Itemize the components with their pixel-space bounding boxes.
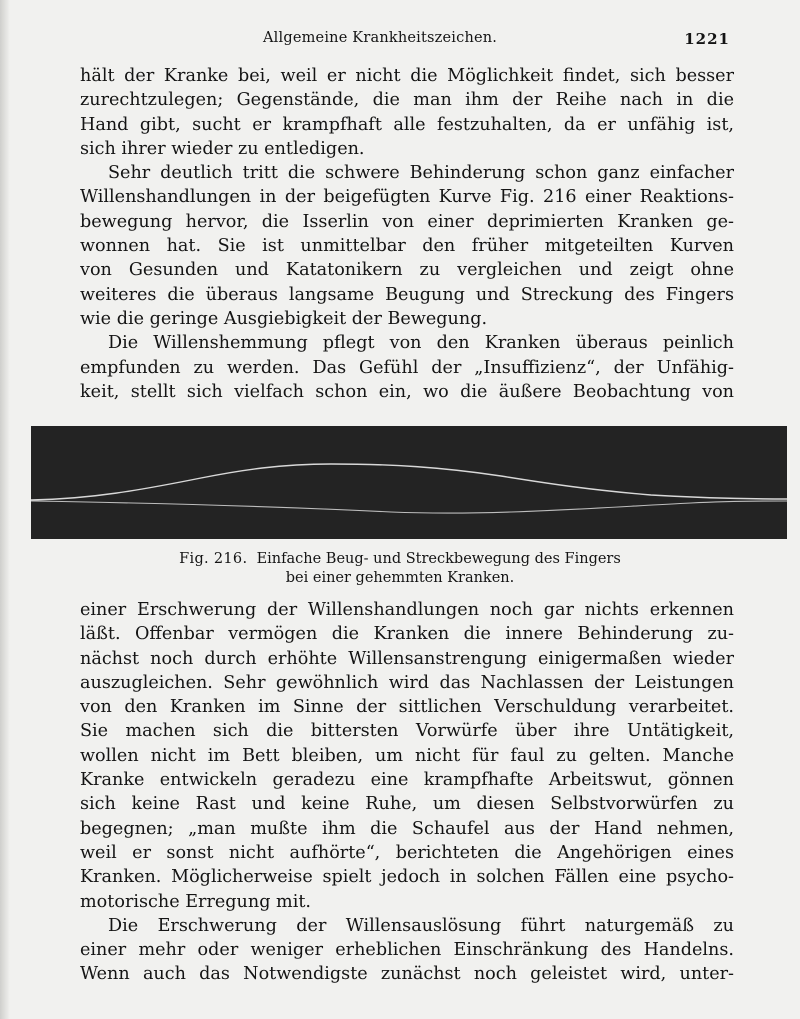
text-line: einer mehr oder weniger erheblichen Einschränkung des Handelns. — [80, 940, 734, 961]
text-line: bewegung hervor, die Isserlin von einer deprimierten Kranken ge- — [80, 211, 734, 232]
text-line: begegnen; „man mußte ihm die Schaufel aus der Hand nehmen, — [80, 818, 734, 839]
text-line: läßt. Offenbar vermögen die Kranken die innere Behinderung zu- — [80, 624, 734, 645]
body-text-bottom — [80, 598, 734, 987]
text-line: motorische Erregung mit. — [80, 891, 312, 912]
text-line: wonnen hat. Sie ist unmittelbar den früher mitgeteilten Kurven — [80, 236, 734, 257]
figure-caption — [0, 550, 800, 588]
text-line: nächst noch durch erhöhte Willensanstrengung einigermaßen wieder — [80, 648, 734, 669]
caption-text-1: Einfache Beug- und Streckbewegung des Fingers — [256, 551, 621, 567]
text-line: zurechtzulegen; Gegenstände, die man ihm der Reihe nach in die — [80, 90, 734, 111]
text-line: von den Kranken im Sinne der sittlichen Verschuldung verarbeitet. — [80, 697, 734, 718]
text-line: Die Willenshemmung pflegt von den Kranken überaus peinlich — [108, 333, 734, 354]
text-line: wollen nicht im Bett bleiben, um nicht für faul zu gelten. Manche — [80, 745, 734, 766]
text-line: empfunden zu werden. Das Gefühl der „Insuffizienz“, der Unfähig- — [80, 357, 734, 378]
figure-216-kymograph-curve — [31, 426, 787, 539]
movement-curve-graphic — [31, 426, 787, 539]
text-line: Hand gibt, sucht er krampfhaft alle festzuhalten, da er unfähig ist, — [80, 114, 734, 135]
running-head — [0, 30, 800, 52]
text-line: Sehr deutlich tritt die schwere Behinderung schon ganz einfacher — [108, 163, 734, 184]
text-line: hält der Kranke bei, weil er nicht die Möglichkeit findet, sich besser — [80, 66, 734, 86]
text-line: sich ihrer wieder zu entledigen. — [80, 138, 365, 159]
caption-text-2: bei einer gehemmten Kranken. — [285, 570, 515, 586]
text-line: von Gesunden und Katatonikern zu vergleichen und zeigt ohne — [80, 260, 734, 281]
text-line: Die Erschwerung der Willensauslösung führt naturgemäß zu — [108, 915, 734, 936]
text-line: Sie machen sich die bittersten Vorwürfe über ihre Untätigkeit, — [80, 721, 734, 742]
figure-background — [31, 426, 787, 539]
caption-label: Fig. 216. — [179, 551, 248, 567]
text-line: Kranke entwickeln geradezu eine krampfhafte Arbeitswut, gönnen — [80, 770, 734, 791]
text-line: Willenshandlungen in der beigefügten Kurve Fig. 216 einer Reaktions- — [80, 187, 734, 208]
text-line: weil er sonst nicht aufhörte“, berichteten die Angehörigen eines — [80, 842, 734, 863]
page-number: 1221 — [684, 30, 730, 48]
body-text-top — [80, 64, 734, 404]
caption-line-1 — [0, 550, 800, 569]
text-line: einer Erschwerung der Willenshandlungen noch gar nichts erkennen — [80, 600, 734, 620]
text-line: Wenn auch das Notwendigste zunächst noch geleistet wird, unter- — [80, 964, 734, 985]
text-line: weiteres die überaus langsame Beugung und Streckung des Fingers — [80, 284, 734, 305]
text-line: wie die geringe Ausgiebigkeit der Bewegung. — [80, 308, 488, 329]
text-line: sich keine Rast und keine Ruhe, um diesen Selbstvorwürfen zu — [80, 794, 734, 815]
text-line: Kranken. Möglicherweise spielt jedoch in solchen Fällen eine psycho- — [80, 867, 734, 888]
running-title: Allgemeine Krankheitszeichen. — [263, 30, 498, 46]
text-line: auszugleichen. Sehr gewöhnlich wird das Nachlassen der Leistungen — [80, 672, 734, 693]
text-line: keit, stellt sich vielfach schon ein, wo die äußere Beobachtung von — [80, 381, 734, 402]
